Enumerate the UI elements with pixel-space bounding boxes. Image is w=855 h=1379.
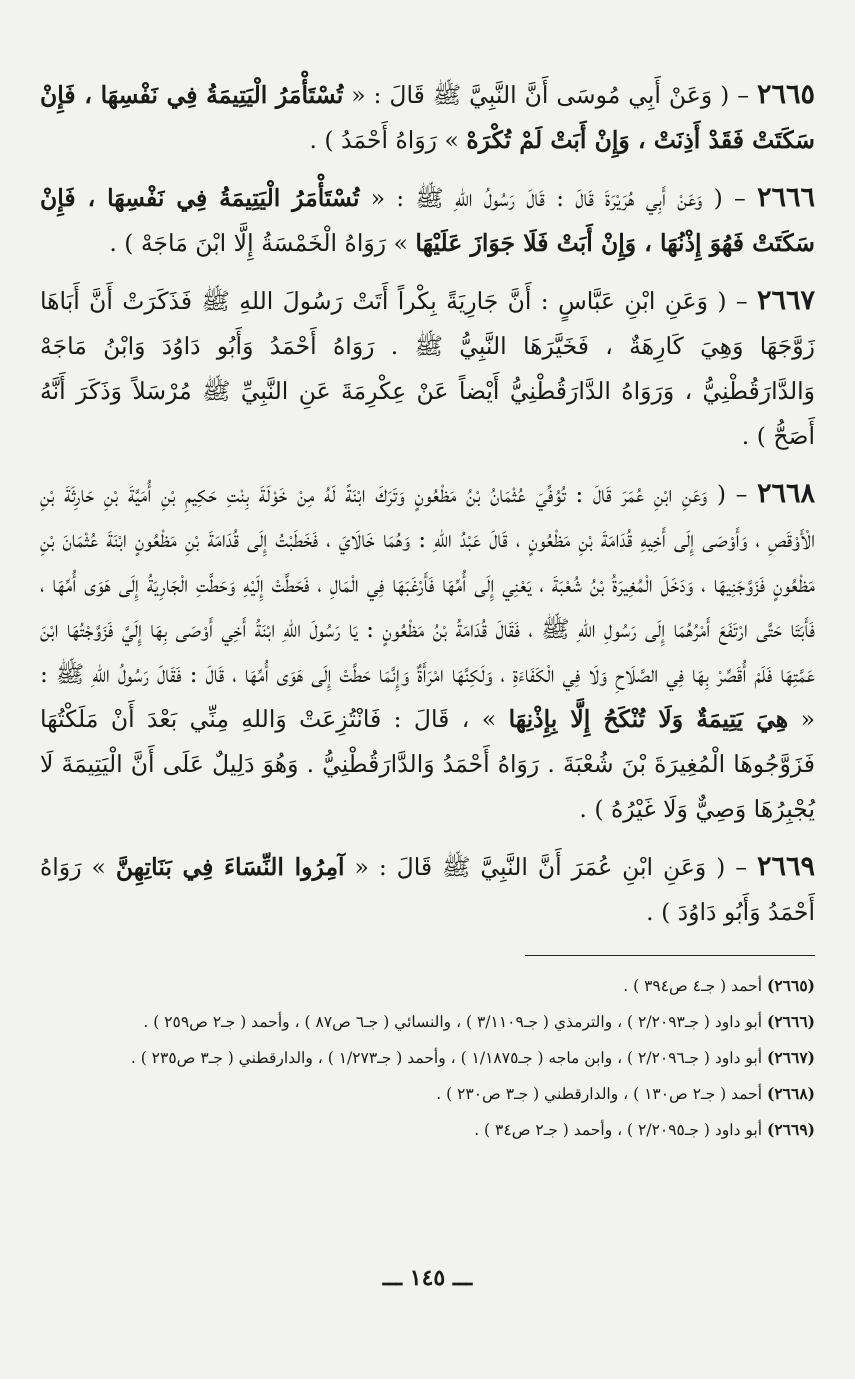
footnote-2665: [40, 970, 815, 1002]
hadith-text: – ( وَعَنْ أَبِي هُرَيْرَةَ قَالَ : قَالَ رَسُولُ اللهِ ﷺ : «: [359, 184, 746, 212]
footnote-number: (٢٦٦٧): [767, 1048, 815, 1067]
hadith-number: ٢٦٦٩: [756, 851, 815, 882]
hadith-text: – ( وَعَنِ ابْنِ عَبَّاسٍ : أَنَّ جَارِيَةً بِكْراً أَتَتْ رَسُولَ اللهِ ﷺ فَذَكَرَتْ أَنَّ أَبَاهَا زَوَّجَهَا وَهِيَ كَارِهَةٌ ، فَخَيَّرَهَا النَّبِيُّ ﷺ . رَوَاهُ أَحْمَدُ وَأَبُو دَاوُدَ وَابْنُ مَاجَهْ وَالدَّارَقُطْنِيُّ ، وَرَوَاهُ الدَّارَقُطْنِيُّ أَيْضاً عَنْ عِكْرِمَةَ عَنِ النَّبِيِّ ﷺ مُرْسَلاً وَذَكَرَ أَنَّهُ أَصَحُّ ) .: [40, 287, 815, 450]
hadith-number: ٢٦٦٦: [756, 182, 815, 213]
hadith-2667: [40, 278, 815, 459]
footnote-text: أحمد ( جـ٢ ص١٣٠ ) ، والدارقطني ( جـ٣ ص٢٣٠ ) .: [436, 1085, 763, 1103]
hadith-2666: [40, 175, 815, 266]
footnote-text: أبو داود ( جـ٢/٢٠٩٦ ) ، وابن ماجه ( جـ١/١٨٧٥ ) ، وأحمد ( جـ١/٢٧٣ ) ، والدارقطني ( جـ٣ ص٢٣٥ ) .: [130, 1049, 763, 1067]
hadith-2668: [40, 471, 815, 832]
footnote-2667: [40, 1042, 815, 1074]
footnote-text: أحمد ( جـ٤ ص٣٩٤ ) .: [623, 977, 763, 995]
footnote-2668: [40, 1078, 815, 1110]
document-page: [40, 72, 815, 1339]
hadith-attribution: » رَوَاهُ أَحْمَدُ وَأَبُو دَاوُدَ ) .: [40, 853, 815, 926]
footnote-number: (٢٦٦٥): [767, 976, 815, 995]
footnote-2666: [40, 1006, 815, 1038]
hadith-2669: [40, 844, 815, 935]
hadith-text: – ( وَعَنِ ابْنِ عُمَرَ أَنَّ النَّبِيَّ ﷺ قَالَ : «: [344, 853, 748, 881]
hadith-2665: [40, 72, 815, 163]
hadith-attribution: » رَوَاهُ الْخَمْسَةُ إِلَّا ابْنَ مَاجَهْ ) .: [109, 229, 416, 257]
hadith-number: ٢٦٦٧: [756, 285, 815, 316]
hadith-text: – ( وَعَنْ أَبِي مُوسَى أَنَّ النَّبِيَّ ﷺ قَالَ : «: [343, 81, 750, 109]
footnote-number: (٢٦٦٩): [767, 1120, 815, 1139]
footnote-number: (٢٦٦٨): [767, 1084, 815, 1103]
hadith-attribution: » ، قَالَ : فَانْتُزِعَتْ وَاللهِ مِنِّي بَعْدَ أَنْ مَلَكْتُهَا فَزَوَّجُوهَا الْمُغِيرَةَ بْنَ شُعْبَةَ . رَوَاهُ أَحْمَدُ وَالدَّارَقُطْنِيُّ . وَهُوَ دَلِيلٌ عَلَى أَنَّ الْيَتِيمَةَ لَا يُجْبِرُهَا وَصِيٌّ وَلَا غَيْرُهُ ) .: [40, 705, 815, 823]
hadith-matn: تُسْتَأْمَرُ الْيَتِيمَةُ فِي نَفْسِهَا ، فَإِنْ سَكَتَتْ فَقَدْ أَذِنَتْ ، وَإِنْ أَبَتْ لَمْ تُكْرَهْ: [40, 81, 815, 154]
footnote-number: (٢٦٦٦): [767, 1012, 815, 1031]
footnotes: [40, 970, 815, 1146]
hadith-matn: تُسْتَأْمَرُ الْيَتِيمَةُ فِي نَفْسِهَا ، فَإِنْ سَكَتَتْ فَهُوَ إِذْنُهَا ، وَإِنْ أَبَتْ فَلَا جَوَازَ عَلَيْهَا: [40, 184, 815, 257]
hadith-text: – ( وَعَنِ ابْنِ عُمَرَ قَالَ : تُوُفِّيَ عُثْمَانُ بْنُ مَظْعُونٍ وَتَرَكَ ابْنَةً لَهُ مِنْ خَوْلَةَ بِنْتِ حَكِيمِ بْنِ أُمَيَّةَ بْنِ حَارِثَةَ بْنِ الْأَوْقَصِ ، وَأَوْصَى إِلَى أَخِيهِ قُدَامَةَ بْنِ مَظْعُونٍ ، قَالَ عَبْدُ اللهِ : وَهُمَا خَالَايَ ، فَخَطَبْتُ إِلَى قُدَامَةَ بْنِ مَظْعُونٍ ابْنَةَ عُثْمَانَ بْنِ مَظْعُونٍ فَزَوَّجَنِيهَا ، وَدَخَلَ الْمُغِيرَةُ بْنُ شُعْبَةَ ، يَعْنِي إِلَى أُمِّهَا فَأَرْغَبَهَا فِي الْمَالِ ، فَحَطَّتْ إِلَيْهِ وَحَطَّتِ الْجَارِيَةُ إِلَى هَوَى أُمِّهَا ، فَأَبَتَا حَتَّى ارْتَفَعَ أَمْرُهُمَا إِلَى رَسُولِ اللهِ ﷺ ، فَقَالَ قُدَامَةُ بْنُ مَظْعُونٍ : يَا رَسُولَ اللهِ ابْنَةُ أَخِي أَوْصَى بِهَا إِلَيَّ فَزَوَّجْتُهَا ابْنَ عَمَّتِهَا فَلَمْ أُقَصِّرْ بِهَا فِي الصَّلَاحِ وَلَا فِي الْكَفَاءَةِ ، وَلَكِنَّهَا امْرَأَةٌ وَإِنَّمَا حَطَّتْ إِلَى هَوَى أُمِّهَا ، قَالَ : فَقَالَ رَسُولُ اللهِ ﷺ : «: [40, 480, 815, 733]
hadith-matn: هِيَ يَتِيمَةٌ وَلَا تُنْكَحُ إِلَّا بِإِذْنِهَا: [508, 705, 789, 733]
hadith-number: ٢٦٦٨: [756, 478, 815, 509]
hadith-matn: آمِرُوا النِّسَاءَ فِي بَنَاتِهِنَّ: [115, 853, 345, 881]
hadith-number: ٢٦٦٥: [756, 79, 815, 110]
hadith-attribution: » رَوَاهُ أَحْمَدُ ) .: [309, 126, 467, 154]
page-number: ـــ ١٤٥ ـــ: [382, 1265, 473, 1291]
footnote-divider: [525, 955, 815, 956]
footnote-2669: [40, 1114, 815, 1146]
footnote-text: أبو داود ( جـ٢/٢٠٩٣ ) ، والترمذي ( جـ٣/١١٠٩ ) ، والنسائي ( جـ٦ ص٨٧ ) ، وأحمد ( جـ٢ ص٢٥٩ ) .: [143, 1013, 763, 1031]
footnote-text: أبو داود ( جـ٢/٢٠٩٥ ) ، وأحمد ( جـ٢ ص٣٤ ) .: [474, 1121, 763, 1139]
